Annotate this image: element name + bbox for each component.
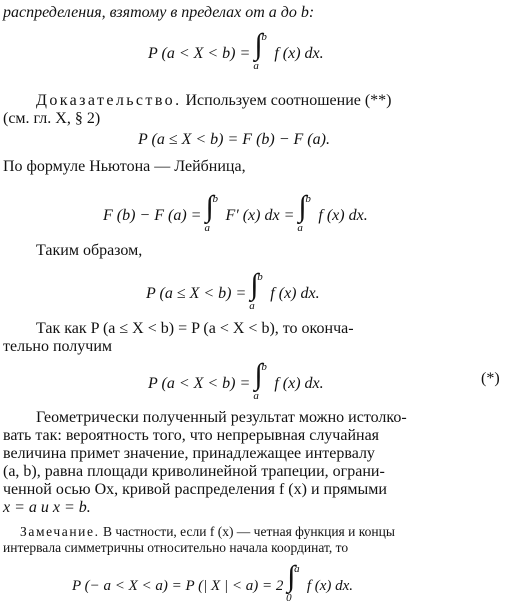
- remark-heading: Замечание.: [20, 524, 100, 539]
- integral-sign: ∫ b a: [253, 28, 267, 72]
- thus-line: Таким образом,: [36, 242, 143, 259]
- remark-line-2: интервала симметричны относительно начала координат, то: [3, 540, 349, 555]
- integral-sign: ∫ b a: [253, 358, 267, 402]
- paragraph-line: величина примет значение, принадлежащее интервалу: [3, 445, 375, 462]
- formula-3-left: F (b) − F (a) =: [103, 207, 206, 224]
- formula-5-right: f (x) dx.: [274, 375, 324, 392]
- formula-3: [103, 190, 368, 234]
- proof-heading: Доказательство.: [36, 92, 182, 109]
- since-line: Так как P (a ≤ X < b) = P (a < X < b), то оконча-: [36, 320, 354, 337]
- formula-6-right: f (x) dx.: [306, 578, 354, 594]
- formula-5-left: P (a < X < b) =: [148, 375, 255, 392]
- integral-sign: ∫ b a: [249, 268, 263, 312]
- paragraph-line: ченной осью Ox, кривой распределения f (x) и прямыми: [3, 481, 387, 498]
- formula-6: [72, 560, 354, 604]
- paragraph-line: (a, b), равна площади криволинейной трапеции, ограни-: [3, 463, 385, 480]
- remark-text: В частности, если f (x) — четная функция и концы: [102, 524, 395, 539]
- formula-3-mid: F′ (x) dx =: [225, 207, 299, 224]
- formula-1-left: P (a < X < b) =: [148, 45, 255, 62]
- formula-1: [148, 28, 324, 72]
- formula-4: [146, 268, 320, 312]
- formula-2: P (a ≤ X < b) = F (b) − F (a).: [138, 131, 330, 148]
- proof-line: [36, 92, 392, 110]
- integral-sign: ∫ b a: [204, 190, 218, 234]
- formula-3-right: f (x) dx.: [318, 207, 368, 224]
- paragraph-line: x = a и x = b.: [3, 499, 91, 516]
- proof-text: Используем соотношение (**): [185, 92, 392, 109]
- integral-sign: ∫ a 0: [286, 560, 300, 604]
- paragraph-line: Геометрически полученный результат можно истолко-: [36, 409, 407, 426]
- equation-number: (*): [481, 370, 500, 387]
- integral-sign: ∫ b a: [297, 190, 311, 234]
- formula-4-right: f (x) dx.: [270, 285, 320, 302]
- formula-1-right: f (x) dx.: [274, 45, 324, 62]
- formula-4-left: P (a ≤ X < b) =: [146, 285, 251, 302]
- reference-line: (см. гл. X, § 2): [3, 110, 101, 127]
- finally-line: тельно получим: [3, 338, 113, 355]
- formula-6-left: P (− a < X < a) = P (| X | < a) = 2: [72, 578, 288, 594]
- remark-line: [20, 524, 395, 539]
- newton-leibniz-line: По формуле Ньютона — Лейбница,: [3, 158, 246, 175]
- formula-5: [148, 358, 324, 402]
- intro-line: распределения, взятому в пределах от a до b:: [3, 4, 315, 21]
- paragraph-line: вать так: вероятность того, что непрерывная случайная: [3, 427, 380, 444]
